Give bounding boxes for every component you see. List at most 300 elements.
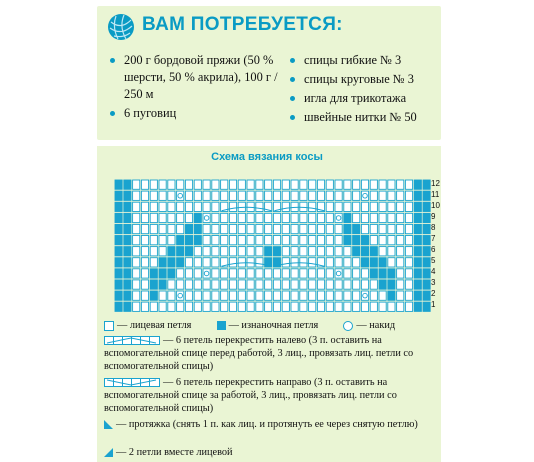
knit-cell xyxy=(203,247,210,256)
knit-cell xyxy=(221,291,228,300)
knit-cell xyxy=(150,202,157,211)
knit-cell xyxy=(133,247,140,256)
knit-cell xyxy=(397,191,404,200)
knit-cell xyxy=(335,291,342,300)
knit-cell xyxy=(194,247,201,256)
knit-cell xyxy=(335,258,342,267)
knit-cell xyxy=(282,269,289,278)
purl-cell xyxy=(124,213,131,222)
knit-cell xyxy=(273,280,280,289)
knit-cell xyxy=(194,191,201,200)
knit-cell xyxy=(370,224,377,233)
knit-cell xyxy=(300,291,307,300)
knit-cell xyxy=(379,213,386,222)
purl-cell xyxy=(115,180,122,189)
purl-cell xyxy=(353,224,360,233)
knit-cell xyxy=(133,269,140,278)
knit-cell xyxy=(229,236,236,245)
purl-cell xyxy=(115,191,122,200)
knit-cell xyxy=(212,302,219,311)
knit-cell xyxy=(141,291,148,300)
knit-cell xyxy=(229,302,236,311)
purl-cell xyxy=(423,302,430,311)
knit-cell xyxy=(256,236,263,245)
knit-cell xyxy=(212,191,219,200)
knit-cell xyxy=(203,258,210,267)
legend-yarn-over: — накид xyxy=(356,320,396,331)
knit-cell xyxy=(238,302,245,311)
knit-cell xyxy=(405,280,412,289)
knit-cell xyxy=(335,191,342,200)
knit-cell xyxy=(326,213,333,222)
knit-cell xyxy=(133,291,140,300)
knit-cell xyxy=(326,269,333,278)
knit-cell xyxy=(177,213,184,222)
knit-cell xyxy=(168,180,175,189)
purl-cell xyxy=(423,291,430,300)
knit-cell xyxy=(203,291,210,300)
knit-cell xyxy=(159,302,166,311)
knit-cell xyxy=(309,269,316,278)
knit-cell xyxy=(168,280,175,289)
purl-cell xyxy=(423,236,430,245)
purl-cell xyxy=(370,269,377,278)
knit-cell xyxy=(229,224,236,233)
knit-cell xyxy=(141,258,148,267)
purl-cell xyxy=(115,224,122,233)
knit-cell xyxy=(309,291,316,300)
knit-cell xyxy=(309,191,316,200)
purl-cell xyxy=(361,258,368,267)
purl-cell xyxy=(414,191,421,200)
knit-cell xyxy=(247,180,254,189)
knit-cell xyxy=(273,291,280,300)
knit-cell xyxy=(185,280,192,289)
knit-cell xyxy=(256,191,263,200)
knit-cell xyxy=(265,191,272,200)
knit-cell xyxy=(344,291,351,300)
knit-cell xyxy=(247,247,254,256)
knit-cell xyxy=(309,224,316,233)
knit-cell xyxy=(265,224,272,233)
list-item: 200 г бордовой пряжи (50 % шерсти, 50 % акрила), 100 г / 250 м xyxy=(110,52,280,103)
purl-cell xyxy=(115,247,122,256)
knit-cell xyxy=(388,180,395,189)
knit-cell xyxy=(203,302,210,311)
knit-cell xyxy=(344,191,351,200)
knit-cell xyxy=(405,236,412,245)
yarn-over-mark xyxy=(363,193,368,198)
knit-cell xyxy=(168,236,175,245)
knit-cell xyxy=(141,269,148,278)
knit-cell xyxy=(291,291,298,300)
knit-cell xyxy=(221,180,228,189)
knit-cell xyxy=(379,236,386,245)
knit-cell xyxy=(344,180,351,189)
row-number: 9 xyxy=(431,212,436,221)
knit-cell xyxy=(133,213,140,222)
list-item: спицы круговые № 3 xyxy=(290,71,440,88)
knit-cell xyxy=(344,280,351,289)
purl-cell xyxy=(185,224,192,233)
knit-cell xyxy=(256,247,263,256)
knit-cell xyxy=(370,180,377,189)
materials-title: ВАМ ПОТРЕБУЕТСЯ: xyxy=(142,14,343,35)
knit-cell xyxy=(326,280,333,289)
knit-cell xyxy=(353,280,360,289)
purl-cell xyxy=(423,269,430,278)
knit-cell xyxy=(133,180,140,189)
purl-cell xyxy=(177,258,184,267)
purl-cell xyxy=(124,202,131,211)
knit-cell xyxy=(344,269,351,278)
knit-cell xyxy=(335,247,342,256)
knit-cell xyxy=(335,180,342,189)
knit-cell xyxy=(247,280,254,289)
knit-cell xyxy=(203,280,210,289)
knit-cell xyxy=(177,302,184,311)
knit-cell xyxy=(379,191,386,200)
row-number: 4 xyxy=(431,267,436,276)
knit-cell xyxy=(212,213,219,222)
purl-cell xyxy=(423,258,430,267)
knit-cell xyxy=(168,213,175,222)
legend-cross-right xyxy=(104,376,439,415)
purl-cell xyxy=(353,236,360,245)
knit-cell xyxy=(309,247,316,256)
knit-cell xyxy=(388,224,395,233)
purl-stitch-icon xyxy=(217,321,226,330)
legend-knit: — лицевая петля xyxy=(117,320,192,331)
purl-cell xyxy=(414,202,421,211)
purl-cell xyxy=(370,247,377,256)
knit-cell xyxy=(256,224,263,233)
knit-cell xyxy=(282,191,289,200)
knit-cell xyxy=(300,280,307,289)
purl-cell xyxy=(159,280,166,289)
knit-cell xyxy=(159,191,166,200)
purl-cell xyxy=(177,247,184,256)
knit-cell xyxy=(379,224,386,233)
purl-cell xyxy=(361,236,368,245)
knit-cell xyxy=(309,280,316,289)
knit-cell xyxy=(379,302,386,311)
knit-cell xyxy=(405,258,412,267)
knit-cell xyxy=(150,191,157,200)
purl-cell xyxy=(414,224,421,233)
knit-cell xyxy=(194,291,201,300)
knit-cell xyxy=(221,302,228,311)
knit-cell xyxy=(229,180,236,189)
knit-cell xyxy=(159,236,166,245)
knit-cell xyxy=(370,213,377,222)
scheme-title: Схема вязания косы xyxy=(211,151,323,163)
knit-cell xyxy=(291,191,298,200)
knit-cell xyxy=(361,213,368,222)
knit-cell xyxy=(273,269,280,278)
purl-cell xyxy=(414,269,421,278)
knit-cell xyxy=(150,247,157,256)
knit-cell xyxy=(256,269,263,278)
row-numbers xyxy=(431,178,440,310)
knit-cell xyxy=(168,224,175,233)
knit-cell xyxy=(326,236,333,245)
knit-cell xyxy=(397,247,404,256)
knit-cell xyxy=(256,258,263,267)
knit-cell xyxy=(309,258,316,267)
knit-cell xyxy=(159,180,166,189)
knit-cell xyxy=(405,180,412,189)
knit-cell xyxy=(405,247,412,256)
knit-cell xyxy=(168,191,175,200)
knit-cell xyxy=(185,269,192,278)
knit-cell xyxy=(256,213,263,222)
knit-cell xyxy=(300,213,307,222)
purl-cell xyxy=(414,180,421,189)
knit-cell xyxy=(265,180,272,189)
knit-cell xyxy=(194,280,201,289)
knit-cell xyxy=(159,224,166,233)
purl-cell xyxy=(414,258,421,267)
knit-cell xyxy=(353,191,360,200)
knit-cell xyxy=(185,213,192,222)
knit-cell xyxy=(212,291,219,300)
knit-cell xyxy=(326,247,333,256)
purl-cell xyxy=(115,280,122,289)
purl-cell xyxy=(115,291,122,300)
knit-cell xyxy=(194,258,201,267)
knit-cell xyxy=(291,236,298,245)
knit-cell xyxy=(212,280,219,289)
knit-cell xyxy=(256,202,263,211)
purl-cell xyxy=(344,236,351,245)
knit-cell xyxy=(133,302,140,311)
knit-cell xyxy=(238,191,245,200)
knit-cell xyxy=(247,269,254,278)
knit-cell xyxy=(397,269,404,278)
knit-cell xyxy=(247,302,254,311)
knit-cell xyxy=(300,302,307,311)
purl-cell xyxy=(124,280,131,289)
knit-cell xyxy=(370,302,377,311)
knit-cell xyxy=(282,247,289,256)
purl-cell xyxy=(115,269,122,278)
knit-cell xyxy=(229,247,236,256)
knit-cell xyxy=(168,291,175,300)
knit-cell xyxy=(212,224,219,233)
knit-cell xyxy=(379,247,386,256)
knit-cell xyxy=(388,202,395,211)
knit-cell xyxy=(247,224,254,233)
knit-cell xyxy=(397,302,404,311)
knit-cell xyxy=(282,224,289,233)
knit-cell xyxy=(405,191,412,200)
knit-cell xyxy=(229,269,236,278)
purl-cell xyxy=(150,291,157,300)
legend-cross-left xyxy=(104,334,439,373)
knit-cell xyxy=(177,269,184,278)
knit-cell xyxy=(203,202,210,211)
purl-cell xyxy=(353,247,360,256)
knit-cell xyxy=(273,302,280,311)
knit-cell xyxy=(317,247,324,256)
knit-cell xyxy=(159,291,166,300)
list-item: игла для трикотажа xyxy=(290,90,440,107)
knit-cell xyxy=(291,302,298,311)
knit-cell xyxy=(309,302,316,311)
knit-cell xyxy=(397,280,404,289)
cross-right-icon xyxy=(104,378,160,387)
knit-cell xyxy=(229,291,236,300)
knit-cell xyxy=(177,224,184,233)
knit-cell xyxy=(361,202,368,211)
knit-cell xyxy=(212,236,219,245)
knit-cell xyxy=(397,224,404,233)
knit-cell xyxy=(141,224,148,233)
knit-cell xyxy=(291,213,298,222)
knit-cell xyxy=(265,280,272,289)
knit-cell xyxy=(317,302,324,311)
legend-k2tog xyxy=(104,446,439,459)
knit-cell xyxy=(256,280,263,289)
knit-cell xyxy=(141,280,148,289)
knit-cell xyxy=(282,291,289,300)
knit-cell xyxy=(326,180,333,189)
purl-cell xyxy=(379,258,386,267)
legend-pull-through xyxy=(104,418,439,431)
knit-cell xyxy=(317,191,324,200)
knit-cell xyxy=(282,280,289,289)
knit-cell xyxy=(291,180,298,189)
yarn-over-mark xyxy=(178,293,183,298)
knit-cell xyxy=(405,291,412,300)
knit-cell xyxy=(300,236,307,245)
knit-cell xyxy=(212,202,219,211)
knit-cell xyxy=(141,236,148,245)
knit-cell xyxy=(150,213,157,222)
purl-cell xyxy=(379,269,386,278)
purl-cell xyxy=(124,258,131,267)
knit-cell xyxy=(282,236,289,245)
purl-cell xyxy=(115,302,122,311)
knit-cell xyxy=(265,269,272,278)
knit-cell xyxy=(282,258,289,267)
yarn-over-icon xyxy=(343,321,353,331)
knit-cell xyxy=(388,236,395,245)
knit-stitch-icon xyxy=(104,321,114,331)
purl-cell xyxy=(168,258,175,267)
knit-cell xyxy=(133,280,140,289)
purl-cell xyxy=(124,247,131,256)
knit-cell xyxy=(397,258,404,267)
knit-cell xyxy=(388,213,395,222)
purl-cell xyxy=(124,224,131,233)
knit-cell xyxy=(397,213,404,222)
knit-cell xyxy=(265,213,272,222)
knit-cell xyxy=(397,202,404,211)
knit-cell xyxy=(177,180,184,189)
knit-cell xyxy=(133,191,140,200)
purl-cell xyxy=(423,247,430,256)
knit-cell xyxy=(300,224,307,233)
knit-cell xyxy=(379,291,386,300)
knit-cell xyxy=(397,180,404,189)
knit-cell xyxy=(159,247,166,256)
knit-cell xyxy=(326,258,333,267)
knit-cell xyxy=(256,180,263,189)
knit-cell xyxy=(309,202,316,211)
knit-cell xyxy=(309,213,316,222)
knit-cell xyxy=(159,213,166,222)
purl-cell xyxy=(414,213,421,222)
knit-cell xyxy=(168,202,175,211)
knit-cell xyxy=(203,236,210,245)
purl-cell xyxy=(414,247,421,256)
purl-cell xyxy=(168,269,175,278)
knit-cell xyxy=(353,269,360,278)
knit-cell xyxy=(282,180,289,189)
knit-cell xyxy=(405,302,412,311)
knit-cell xyxy=(194,302,201,311)
knit-cell xyxy=(291,247,298,256)
knit-cell xyxy=(141,180,148,189)
knit-cell xyxy=(317,236,324,245)
knit-cell xyxy=(229,202,236,211)
purl-cell xyxy=(124,236,131,245)
yarn-over-mark xyxy=(204,271,209,276)
knit-cell xyxy=(317,280,324,289)
knit-cell xyxy=(282,302,289,311)
purl-cell xyxy=(177,236,184,245)
knit-cell xyxy=(238,269,245,278)
yarn-over-mark xyxy=(204,216,209,221)
knit-cell xyxy=(194,269,201,278)
purl-cell xyxy=(115,202,122,211)
knit-cell xyxy=(203,180,210,189)
row-number: 2 xyxy=(431,289,436,298)
purl-cell xyxy=(124,191,131,200)
knit-cell xyxy=(317,180,324,189)
knit-cell xyxy=(353,202,360,211)
knit-cell xyxy=(221,269,228,278)
knit-cell xyxy=(238,236,245,245)
knit-cell xyxy=(397,291,404,300)
knit-cell xyxy=(177,202,184,211)
purl-cell xyxy=(124,291,131,300)
purl-cell xyxy=(115,236,122,245)
purl-cell xyxy=(115,258,122,267)
purl-cell xyxy=(159,269,166,278)
knit-cell xyxy=(344,247,351,256)
purl-cell xyxy=(414,291,421,300)
knit-cell xyxy=(133,202,140,211)
knit-cell xyxy=(141,191,148,200)
knit-cell xyxy=(194,180,201,189)
knit-cell xyxy=(265,302,272,311)
knit-cell xyxy=(326,224,333,233)
legend-pull-through-text: — протяжка (снять 1 п. как лиц. и протянуть ее через снятую петлю) xyxy=(116,419,418,430)
knit-cell xyxy=(221,247,228,256)
purl-cell xyxy=(423,202,430,211)
knit-cell xyxy=(229,191,236,200)
knit-cell xyxy=(370,280,377,289)
knit-cell xyxy=(247,191,254,200)
knit-cell xyxy=(379,202,386,211)
knit-cell xyxy=(212,269,219,278)
knit-cell xyxy=(361,280,368,289)
legend-line-1 xyxy=(104,319,439,332)
knit-cell xyxy=(221,236,228,245)
